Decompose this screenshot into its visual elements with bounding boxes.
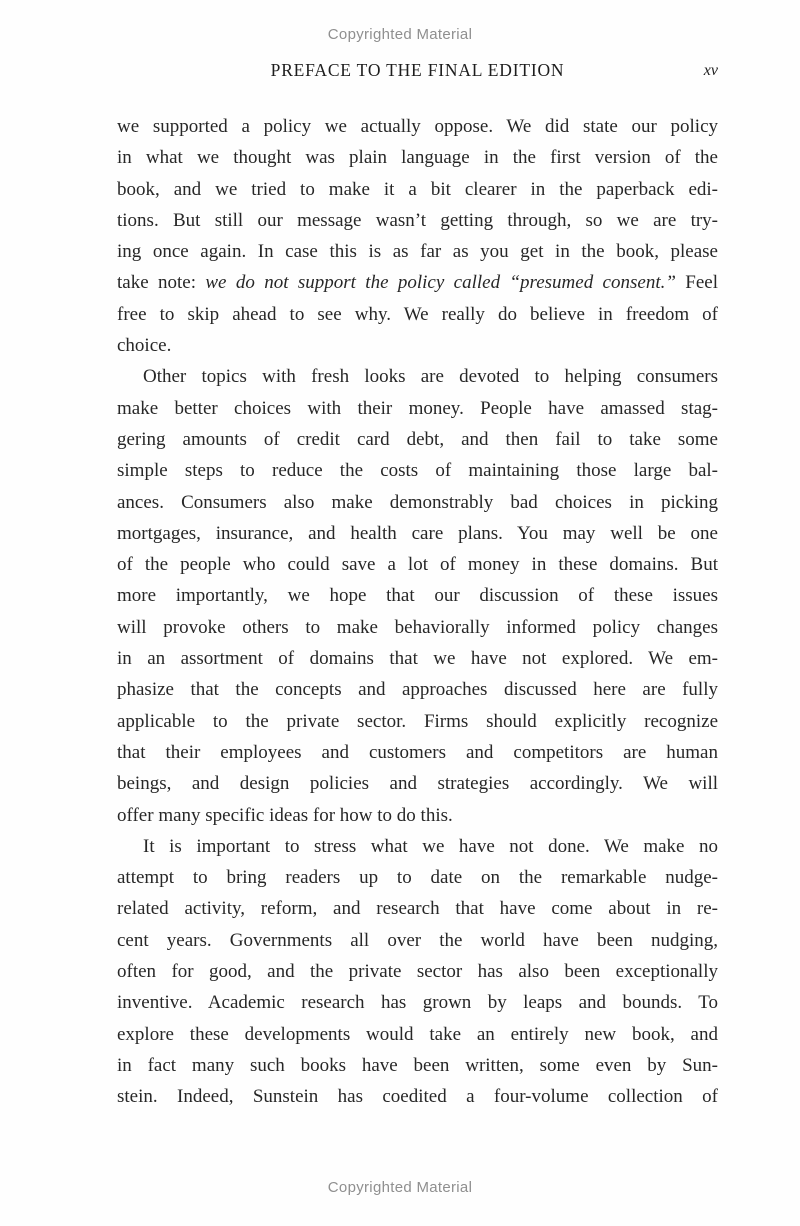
text-line: more importantly, we hope that our discussion of these issues (117, 585, 718, 607)
text-line: choice. (117, 335, 172, 357)
text-line: free to skip ahead to see why. We really do believe in freedom of (117, 303, 718, 325)
text-line: inventive. Academic research has grown by leaps and bounds. To (117, 992, 718, 1014)
chapter-title: PREFACE TO THE FINAL EDITION (270, 60, 565, 80)
page-number: xv (703, 62, 718, 79)
text-line: of the people who could save a lot of money in these domains. But (117, 554, 718, 576)
copyright-watermark-bottom: Copyrighted Material (327, 1179, 473, 1196)
text-line: applicable to the private sector. Firms should explicitly recognize (117, 710, 718, 732)
text-line: make better choices with their money. People have amassed stag- (117, 397, 718, 419)
text-line: ing once again. In case this is as far as you get in the book, please (117, 241, 718, 263)
text-line: in fact many such books have been written, some even by Sun- (117, 1054, 718, 1076)
text-line: in what we thought was plain language in the first version of the (117, 147, 718, 169)
text-line: tions. But still our message wasn’t getting through, so we are try- (117, 209, 718, 231)
text-line: ances. Consumers also make demonstrably bad choices in picking (117, 491, 718, 513)
text-line: It is important to stress what we have not done. We make no (143, 835, 718, 857)
text-line: stein. Indeed, Sunstein has coedited a four-volume collection of (117, 1086, 718, 1108)
text-line: will provoke others to make behaviorally informed policy changes (117, 616, 718, 638)
text-line: simple steps to reduce the costs of maintaining those large bal- (117, 460, 718, 482)
text-line: gering amounts of credit card debt, and then fail to take some (117, 428, 718, 450)
text-line: attempt to bring readers up to date on the remarkable nudge- (117, 867, 718, 889)
text-line: take note: we do not support the policy called “presumed consent.” Feel (117, 272, 718, 294)
text-line: offer many specific ideas for how to do this. (117, 804, 453, 826)
text-line: Other topics with fresh looks are devoted to helping consumers (143, 366, 718, 388)
text-line: cent years. Governments all over the world have been nudging, (117, 929, 718, 951)
text-line: explore these developments would take an entirely new book, and (117, 1023, 718, 1045)
page-body (117, 111, 718, 1113)
copyright-watermark-top: Copyrighted Material (327, 26, 473, 43)
text-line: in an assortment of domains that we have not explored. We em- (117, 648, 718, 670)
text-line: that their employees and customers and competitors are human (117, 741, 718, 763)
text-line: mortgages, insurance, and health care plans. You may well be one (117, 522, 718, 544)
text-line: book, and we tried to make it a bit clearer in the paperback edi- (117, 178, 718, 200)
italic-phrase: we do not support the policy called “presumed consent.” (205, 272, 676, 294)
text-line: phasize that the concepts and approaches discussed here are fully (117, 679, 718, 701)
text-line: we supported a policy we actually oppose. We did state our policy (117, 116, 718, 137)
text-line: often for good, and the private sector has also been exceptionally (117, 961, 718, 983)
text-line: related activity, reform, and research that have come about in re- (117, 898, 718, 920)
page-header (117, 60, 718, 84)
text-line: beings, and design policies and strategies accordingly. We will (117, 773, 718, 795)
